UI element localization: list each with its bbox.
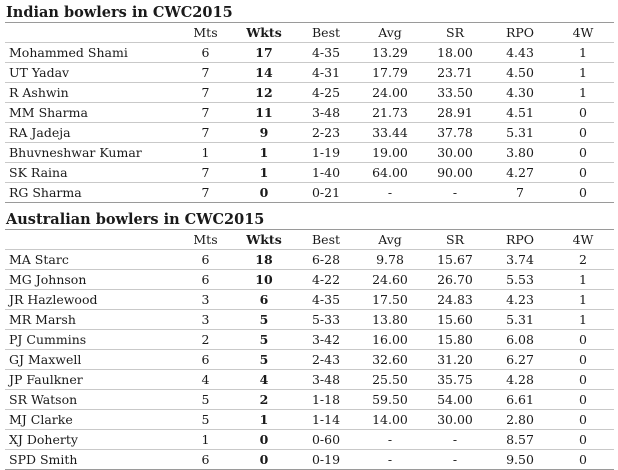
table-row	[5, 43, 614, 63]
cell-sr: 15.67	[422, 250, 488, 270]
cell-rpo: 4.51	[488, 103, 552, 123]
header-wkts: Wkts	[234, 23, 294, 43]
australian-bowlers-table	[5, 229, 614, 470]
cell-player-name: R Ashwin	[5, 83, 177, 103]
cell-rpo: 8.57	[488, 430, 552, 450]
table-row	[5, 370, 614, 390]
cell-wkts: 6	[234, 290, 294, 310]
cell-sr: -	[422, 450, 488, 470]
cell-4w: 0	[552, 350, 614, 370]
header-best: Best	[294, 230, 358, 250]
cell-sr: 15.80	[422, 330, 488, 350]
cell-rpo: 3.74	[488, 250, 552, 270]
cell-mts: 5	[177, 410, 234, 430]
cell-player-name: UT Yadav	[5, 63, 177, 83]
cell-best: 3-42	[294, 330, 358, 350]
cell-sr: 28.91	[422, 103, 488, 123]
cell-mts: 6	[177, 43, 234, 63]
cell-best: 3-48	[294, 103, 358, 123]
cell-mts: 7	[177, 63, 234, 83]
cell-mts: 2	[177, 330, 234, 350]
cell-wkts: 5	[234, 330, 294, 350]
cell-wkts: 1	[234, 143, 294, 163]
header-sr: SR	[422, 23, 488, 43]
cell-4w: 1	[552, 83, 614, 103]
cell-wkts: 9	[234, 123, 294, 143]
cell-mts: 3	[177, 310, 234, 330]
cell-best: 2-43	[294, 350, 358, 370]
header-avg: Avg	[358, 23, 422, 43]
cell-player-name: MR Marsh	[5, 310, 177, 330]
cell-mts: 1	[177, 430, 234, 450]
table-row	[5, 310, 614, 330]
cell-rpo: 5.31	[488, 123, 552, 143]
cell-best: 4-22	[294, 270, 358, 290]
cell-avg: 24.60	[358, 270, 422, 290]
cell-wkts: 0	[234, 183, 294, 203]
table-row	[5, 103, 614, 123]
header-mts: Mts	[177, 230, 234, 250]
cell-mts: 5	[177, 390, 234, 410]
cell-player-name: XJ Doherty	[5, 430, 177, 450]
table-row	[5, 430, 614, 450]
cell-mts: 7	[177, 183, 234, 203]
cell-rpo: 4.43	[488, 43, 552, 63]
cell-wkts: 14	[234, 63, 294, 83]
cell-player-name: RG Sharma	[5, 183, 177, 203]
cell-rpo: 4.30	[488, 83, 552, 103]
table-row	[5, 350, 614, 370]
cell-player-name: MA Starc	[5, 250, 177, 270]
australian-bowlers-title: Australian bowlers in CWC2015	[6, 211, 265, 228]
cell-avg: 14.00	[358, 410, 422, 430]
cell-rpo: 6.27	[488, 350, 552, 370]
cell-avg: 17.79	[358, 63, 422, 83]
header-wkts: Wkts	[234, 230, 294, 250]
table-row	[5, 450, 614, 470]
table-row	[5, 330, 614, 350]
header-rpo: RPO	[488, 230, 552, 250]
cell-rpo: 3.80	[488, 143, 552, 163]
header-rpo: RPO	[488, 23, 552, 43]
cell-4w: 0	[552, 430, 614, 450]
cell-player-name: SK Raina	[5, 163, 177, 183]
cell-4w: 2	[552, 250, 614, 270]
cell-sr: 54.00	[422, 390, 488, 410]
cell-best: 0-21	[294, 183, 358, 203]
cell-player-name: MJ Clarke	[5, 410, 177, 430]
cell-4w: 1	[552, 270, 614, 290]
header-best: Best	[294, 23, 358, 43]
cell-mts: 7	[177, 123, 234, 143]
cell-4w: 0	[552, 410, 614, 430]
cell-player-name: GJ Maxwell	[5, 350, 177, 370]
table-row	[5, 250, 614, 270]
table-row	[5, 63, 614, 83]
cell-mts: 7	[177, 103, 234, 123]
table-row	[5, 123, 614, 143]
table-row	[5, 410, 614, 430]
cell-mts: 6	[177, 270, 234, 290]
cell-best: 1-18	[294, 390, 358, 410]
cell-best: 1-14	[294, 410, 358, 430]
indian-bowlers-rows	[5, 43, 614, 203]
cell-avg: 19.00	[358, 143, 422, 163]
cell-rpo: 5.53	[488, 270, 552, 290]
cell-player-name: RA Jadeja	[5, 123, 177, 143]
cell-wkts: 4	[234, 370, 294, 390]
cell-player-name: MM Sharma	[5, 103, 177, 123]
cell-wkts: 2	[234, 390, 294, 410]
cell-4w: 0	[552, 143, 614, 163]
cell-rpo: 6.61	[488, 390, 552, 410]
cell-4w: 0	[552, 183, 614, 203]
cell-rpo: 5.31	[488, 310, 552, 330]
cell-wkts: 11	[234, 103, 294, 123]
header-sr: SR	[422, 230, 488, 250]
cell-wkts: 17	[234, 43, 294, 63]
cell-wkts: 1	[234, 410, 294, 430]
cell-best: 1-19	[294, 143, 358, 163]
cell-4w: 0	[552, 103, 614, 123]
table-row	[5, 270, 614, 290]
cell-sr: 90.00	[422, 163, 488, 183]
cell-mts: 1	[177, 143, 234, 163]
cell-sr: -	[422, 430, 488, 450]
cell-sr: 26.70	[422, 270, 488, 290]
cell-sr: 31.20	[422, 350, 488, 370]
cell-avg: 16.00	[358, 330, 422, 350]
cell-wkts: 5	[234, 310, 294, 330]
cell-best: 0-19	[294, 450, 358, 470]
cell-rpo: 6.08	[488, 330, 552, 350]
cell-avg: -	[358, 183, 422, 203]
cell-mts: 3	[177, 290, 234, 310]
cell-4w: 0	[552, 330, 614, 350]
cell-avg: 13.29	[358, 43, 422, 63]
cell-mts: 6	[177, 250, 234, 270]
table-row	[5, 163, 614, 183]
indian-bowlers-title: Indian bowlers in CWC2015	[6, 4, 233, 21]
cell-rpo: 7	[488, 183, 552, 203]
header-avg: Avg	[358, 230, 422, 250]
cell-rpo: 2.80	[488, 410, 552, 430]
cell-avg: -	[358, 450, 422, 470]
cell-avg: 17.50	[358, 290, 422, 310]
cell-player-name: JR Hazlewood	[5, 290, 177, 310]
cell-wkts: 0	[234, 430, 294, 450]
header-row	[5, 230, 614, 250]
table-row	[5, 143, 614, 163]
cell-sr: 24.83	[422, 290, 488, 310]
cell-4w: 0	[552, 123, 614, 143]
cell-sr: 30.00	[422, 410, 488, 430]
cell-sr: 23.71	[422, 63, 488, 83]
cell-best: 5-33	[294, 310, 358, 330]
cell-best: 3-48	[294, 370, 358, 390]
cell-avg: 13.80	[358, 310, 422, 330]
cell-sr: 37.78	[422, 123, 488, 143]
cell-wkts: 18	[234, 250, 294, 270]
cell-4w: 1	[552, 310, 614, 330]
cell-wkts: 5	[234, 350, 294, 370]
cell-avg: 24.00	[358, 83, 422, 103]
cell-rpo: 4.50	[488, 63, 552, 83]
cell-4w: 0	[552, 450, 614, 470]
cell-4w: 1	[552, 43, 614, 63]
cell-sr: 30.00	[422, 143, 488, 163]
cell-player-name: Mohammed Shami	[5, 43, 177, 63]
cell-wkts: 1	[234, 163, 294, 183]
cell-player-name: PJ Cummins	[5, 330, 177, 350]
cell-best: 0-60	[294, 430, 358, 450]
cell-mts: 6	[177, 350, 234, 370]
cell-4w: 0	[552, 163, 614, 183]
cell-4w: 0	[552, 370, 614, 390]
cell-player-name: SPD Smith	[5, 450, 177, 470]
cell-player-name: MG Johnson	[5, 270, 177, 290]
cell-sr: 33.50	[422, 83, 488, 103]
australian-bowlers-rows	[5, 250, 614, 470]
cell-best: 4-35	[294, 290, 358, 310]
cell-sr: 35.75	[422, 370, 488, 390]
cell-4w: 1	[552, 290, 614, 310]
cell-sr: -	[422, 183, 488, 203]
cell-mts: 7	[177, 163, 234, 183]
header-row	[5, 23, 614, 43]
cell-sr: 15.60	[422, 310, 488, 330]
header-4w: 4W	[552, 230, 614, 250]
cell-avg: 32.60	[358, 350, 422, 370]
indian-bowlers-table	[5, 22, 614, 203]
cell-sr: 18.00	[422, 43, 488, 63]
cell-avg: 9.78	[358, 250, 422, 270]
australian-bowlers-section	[5, 210, 614, 470]
cell-best: 6-28	[294, 250, 358, 270]
header-player	[5, 230, 177, 250]
table-row	[5, 83, 614, 103]
cell-4w: 0	[552, 390, 614, 410]
cell-mts: 6	[177, 450, 234, 470]
cell-rpo: 4.28	[488, 370, 552, 390]
cell-wkts: 0	[234, 450, 294, 470]
cell-4w: 1	[552, 63, 614, 83]
cell-player-name: SR Watson	[5, 390, 177, 410]
header-player	[5, 23, 177, 43]
table-row	[5, 390, 614, 410]
cell-best: 1-40	[294, 163, 358, 183]
cell-player-name: JP Faulkner	[5, 370, 177, 390]
cell-rpo: 4.27	[488, 163, 552, 183]
cell-best: 4-25	[294, 83, 358, 103]
cell-player-name: Bhuvneshwar Kumar	[5, 143, 177, 163]
cell-avg: 21.73	[358, 103, 422, 123]
header-mts: Mts	[177, 23, 234, 43]
table-row	[5, 290, 614, 310]
cell-rpo: 9.50	[488, 450, 552, 470]
indian-bowlers-section	[5, 3, 614, 203]
cell-mts: 4	[177, 370, 234, 390]
cell-avg: 25.50	[358, 370, 422, 390]
cell-wkts: 10	[234, 270, 294, 290]
cell-best: 2-23	[294, 123, 358, 143]
cell-mts: 7	[177, 83, 234, 103]
cell-best: 4-31	[294, 63, 358, 83]
cell-wkts: 12	[234, 83, 294, 103]
cell-best: 4-35	[294, 43, 358, 63]
header-4w: 4W	[552, 23, 614, 43]
cell-rpo: 4.23	[488, 290, 552, 310]
table-row	[5, 183, 614, 203]
cell-avg: 59.50	[358, 390, 422, 410]
cell-avg: 33.44	[358, 123, 422, 143]
cell-avg: 64.00	[358, 163, 422, 183]
cell-avg: -	[358, 430, 422, 450]
